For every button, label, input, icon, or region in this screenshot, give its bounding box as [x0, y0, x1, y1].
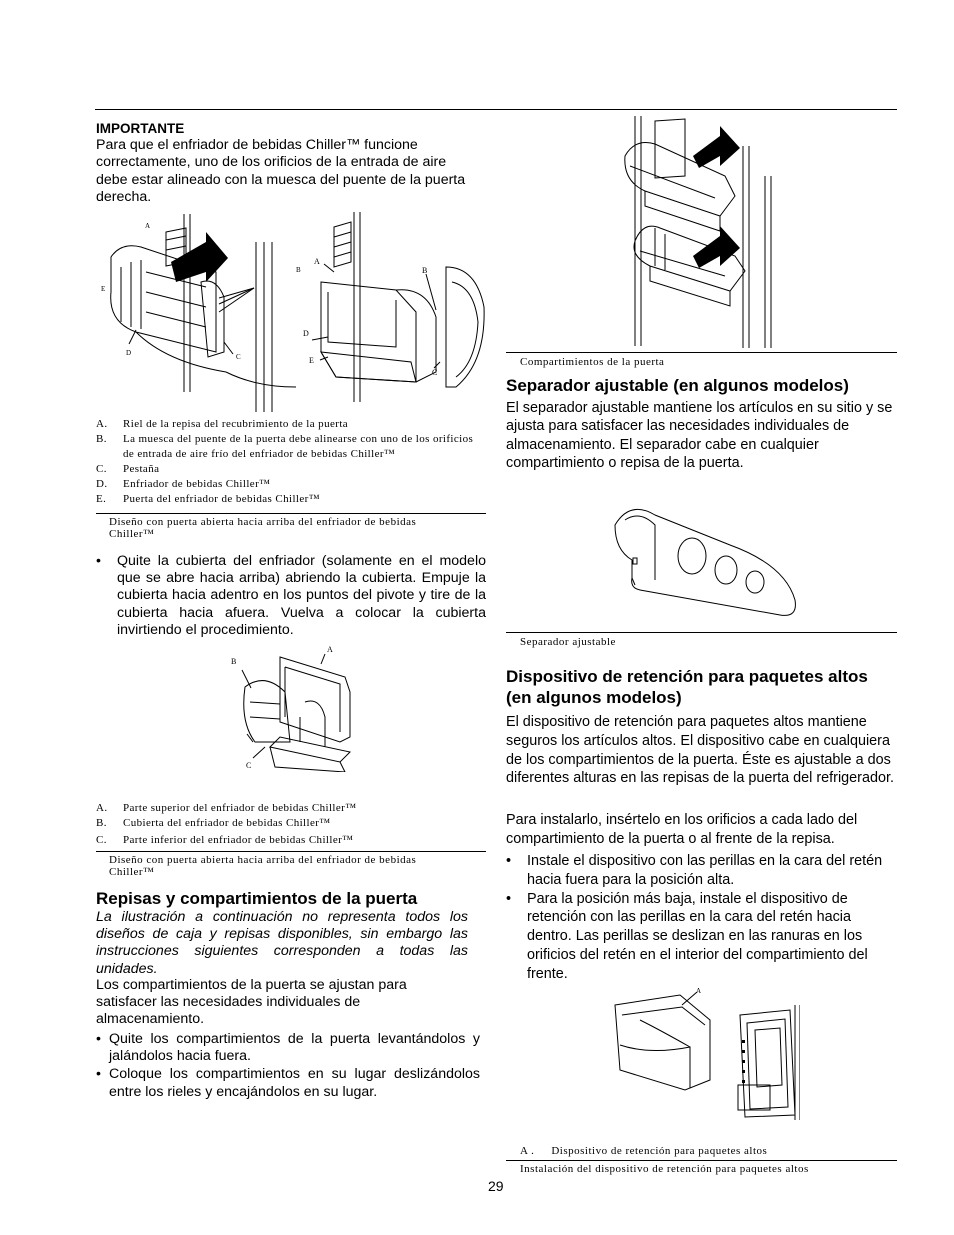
fig1-label-e2: E — [309, 356, 314, 365]
door-bins-illustration — [615, 116, 775, 348]
chiller-door-illustration — [96, 212, 496, 412]
fig1-caption: Diseño con puerta abierta hacia arriba del enfriador de bebidas Chiller™ — [109, 516, 417, 540]
fig-retainer-legend — [520, 1146, 767, 1158]
chiller-cover-illustration — [225, 642, 365, 772]
fig2-label-c: C — [246, 761, 252, 770]
fig1-label-b1: B — [296, 266, 301, 274]
fig-retainer-label-a: A — [696, 987, 702, 995]
section-italic-note: La ilustración a continuación no representa todos los diseños de caja y repisas disponibles, sin embargo las instrucciones siguientes corresponden a todas las unidades. — [96, 909, 468, 977]
legend-item: B. Cubierta del enfriador de bebidas Chiller™ — [96, 817, 331, 829]
legend-item: A. Riel de la repisa del recubrimiento de la puerta — [96, 418, 349, 430]
fig1-label-e1: E — [101, 285, 106, 293]
fig-retainer-rule — [506, 1160, 897, 1161]
separator-illustration — [610, 490, 810, 625]
legend-text: Dispositivo de retención para paquetes altos — [551, 1145, 768, 1157]
separator-text: El separador ajustable mantiene los artículos en su sitio y se ajusta para satisfacer las necesidades individuales de almacenamiento. El separador cabe en cualquier compartimiento o repisa de la puerta. — [506, 400, 893, 472]
fig-retainer-caption: Instalación del dispositivo de retención para paquetes altos — [520, 1163, 809, 1175]
fig-bins-caption: Compartimientos de la puerta — [520, 356, 665, 368]
section-title-separator: Separador ajustable (en algunos modelos) — [506, 376, 849, 395]
legend-item: A. Parte superior del enfriador de bebidas Chiller™ — [96, 802, 357, 814]
list-item: • Coloque los compartimientos en su lugar deslizándolos entre los rieles y encajándolos en su lugar. — [96, 1066, 480, 1100]
fig1-legend — [96, 417, 476, 507]
fig2-rule — [96, 851, 486, 852]
section-text: Los compartimientos de la puerta se ajustan para satisfacer las necesidades individuales de almacenamiento. — [96, 977, 407, 1028]
fig-bins-rule — [506, 352, 897, 353]
fig1-label-c1: C — [236, 353, 241, 361]
important-title: IMPORTANTE — [96, 121, 185, 136]
cover-bullet: • Quite la cubierta del enfriador (solamente en el modelo que se abre hacia arriba) abriendo la cubierta. Empuje la cubierta hacia adentro en los puntos del pivote y tire de la cubierta hacia afuera. Vuelva a colocar la cubierta invirtiendo el procedimiento. — [96, 553, 486, 639]
section-title-door-bins: Repisas y compartimientos de la puerta — [96, 889, 418, 908]
legend-key: A . — [520, 1145, 535, 1157]
legend-item: B. La muesca del puente de la puerta debe alinearse con uno de los orificios de entrada de aire frío del enfriador de bebidas Chiller™ — [96, 433, 474, 460]
fig-separator-caption: Separador ajustable — [520, 636, 616, 648]
fig1-label-d2: D — [303, 329, 309, 338]
retainer-text-1: El dispositivo de retención para paquetes altos mantiene seguros los artículos altos. El dispositivo cabe en cualquiera de los compartimientos de la puerta. Éste es ajustable a dos diferentes alturas en las repisas de la puerta del refrigerador. — [506, 714, 894, 787]
section-title-retainer: Dispositivo de retención para paquetes altos (en algunos modelos) — [506, 667, 868, 707]
important-block — [96, 120, 486, 206]
fig1-label-a2: A — [314, 257, 320, 266]
fig2-legend — [96, 801, 476, 848]
list-item: • Para la posición más baja, instale el dispositivo de retención con las perillas en la cara del retén hacia dentro. Las perillas se deslizan en las ranuras en los orificios del retén en el interior del compartimiento del frente. — [506, 890, 896, 984]
page-number: 29 — [488, 1178, 504, 1194]
section-bullets — [96, 1031, 480, 1101]
fig1-label-b2: B — [422, 266, 428, 275]
fig1-label-d1: D — [126, 349, 132, 357]
legend-item: C. Parte inferior del enfriador de bebidas Chiller™ — [96, 834, 354, 846]
fig1-label-a1: A — [145, 222, 151, 230]
list-item: • Instale el dispositivo con las perillas en la cara del retén hacia fuera para la posición alta. — [506, 852, 896, 890]
fig2-label-a: A — [327, 645, 333, 654]
fig2-caption: Diseño con puerta abierta hacia arriba del enfriador de bebidas Chiller™ — [109, 854, 417, 878]
retainer-text-2: Para instalarlo, insértelo en los orificios a cada lado del compartimiento de la puerta o al frente de la repisa. — [506, 812, 858, 847]
legend-item: D. Enfriador de bebidas Chiller™ — [96, 478, 271, 490]
fig1-label-c2: C — [432, 368, 438, 377]
fig2-label-b: B — [231, 657, 237, 666]
retainer-illustration — [610, 985, 800, 1120]
fig1-rule — [96, 513, 486, 514]
retainer-bullets — [506, 852, 896, 984]
fig-separator-rule — [506, 632, 897, 633]
legend-item: E. Puerta del enfriador de bebidas Chiller™ — [96, 493, 320, 505]
list-item: • Quite los compartimientos de la puerta levantándolos y jalándolos hacia fuera. — [96, 1031, 480, 1065]
top-rule — [95, 109, 897, 110]
important-text: Para que el enfriador de bebidas Chiller™ funcione correctamente, uno de los orificios de la entrada de aire debe estar alineado con la muesca del puente de la puerta derecha. — [96, 137, 466, 205]
legend-item: C. Pestaña — [96, 463, 160, 475]
